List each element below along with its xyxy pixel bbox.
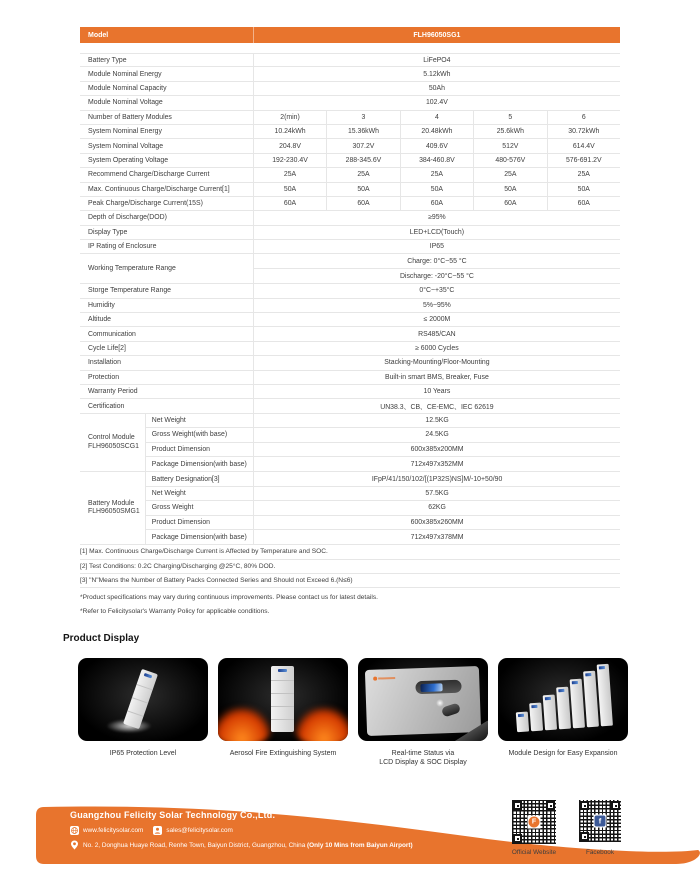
spec-value: 62KG (253, 501, 620, 514)
spec-label: Recommend Charge/Discharge Current (88, 171, 210, 179)
spec-sublabel: Gross Weight(with base) (145, 428, 253, 441)
fire-graphic (294, 707, 348, 741)
spec-row (80, 371, 620, 385)
spec-cell: 25A (253, 168, 326, 181)
spec-row (145, 457, 620, 471)
spec-value: 600x385x260MM (253, 516, 620, 529)
spec-cell: 409.6V (400, 139, 473, 152)
location-pin-icon (70, 840, 79, 850)
spec-sublabel: Package Dimension(with base) (145, 457, 253, 471)
spec-cell: 5 (473, 111, 546, 124)
module-name-line: Battery Module (88, 499, 135, 507)
felicity-logo-icon: F (528, 816, 541, 829)
footer-address-row (70, 840, 413, 850)
spec-label: Warranty Period (88, 388, 138, 396)
module-name-line: FLH96050SMG1 (88, 508, 140, 516)
spec-cell: 2(min) (253, 111, 326, 124)
spec-value: Built-in smart BMS, Breaker, Fuse (253, 371, 620, 384)
model-label: Model (88, 31, 109, 39)
spec-label: Certification (88, 402, 125, 410)
spec-row (80, 313, 620, 327)
spec-value: IP65 (253, 240, 620, 253)
disclaimer-note: *Product specifications may vary during continuous improvements. Please contact us for latest details. (80, 593, 378, 601)
spec-label: Protection (88, 373, 120, 381)
spec-cell: 4 (400, 111, 473, 124)
spec-cell: 25A (326, 168, 399, 181)
footnote: [1] Max. Continuous Charge/Discharge Current is Affected by Temperature and SOC. (80, 545, 620, 559)
brand-logo-graphic (373, 676, 395, 681)
spec-cell: 614.4V (547, 139, 620, 152)
spec-row (80, 240, 620, 254)
spec-sublabel: Net Weight (145, 414, 253, 427)
website-link[interactable] (70, 826, 143, 835)
product-photo-lcd (358, 658, 488, 741)
spec-cell: 10.24kWh (253, 125, 326, 138)
spec-row (80, 82, 620, 96)
model-value: FLH96050SG1 (253, 27, 620, 43)
spec-row (80, 385, 620, 399)
spec-row (80, 327, 620, 341)
spec-cell: 288-345.6V (326, 154, 399, 167)
spec-sublabel: Gross Weight (145, 501, 253, 514)
spec-label: Cycle Life[2] (88, 345, 126, 352)
fire-graphic (218, 707, 272, 741)
spec-cell: 50A (473, 183, 546, 196)
spec-label: Battery Type (88, 56, 127, 64)
spec-row (145, 428, 620, 442)
spec-label: Storge Temperature Range (88, 287, 171, 295)
spec-value: 712x497x378MM (253, 530, 620, 544)
spec-label: Working Temperature Range (88, 265, 176, 273)
qr-code-official-website (512, 800, 556, 844)
module-name-line: Control Module (88, 433, 135, 441)
qr-finder-pattern (546, 801, 555, 810)
spec-value: 24.5KG (253, 428, 620, 441)
spec-row (80, 211, 620, 225)
product-card-ip65 (78, 658, 208, 767)
product-card-lcd (358, 658, 488, 767)
spec-row (80, 125, 620, 139)
spec-label: Module Nominal Voltage (88, 99, 163, 107)
footnote: [3] "N"Means the Number of Battery Packs Connected Series and Should not Exceed 6.(N≤6) (80, 574, 620, 588)
spec-row (145, 443, 620, 457)
module-name (80, 472, 145, 544)
spec-label: System Operating Voltage (88, 156, 169, 164)
product-card-fire (218, 658, 348, 767)
email-link[interactable] (153, 826, 233, 835)
globe-icon (70, 826, 79, 835)
spec-value: ≥95% (253, 211, 620, 224)
product-photo-expansion (498, 658, 628, 741)
product-card-expansion (498, 658, 628, 767)
spec-row (80, 399, 620, 413)
facebook-logo-icon: f (594, 815, 607, 828)
qr-finder-pattern (580, 801, 589, 810)
spec-row (145, 516, 620, 530)
spec-row (80, 67, 620, 81)
spec-value: 102.4V (253, 96, 620, 109)
spec-row (145, 530, 620, 544)
address-highlight: (Only 10 Mins from Baiyun Airport) (307, 841, 413, 849)
spec-value: LED+LCD(Touch) (253, 226, 620, 239)
footer-links-row (70, 826, 233, 835)
module-name (80, 414, 145, 472)
spec-cell: 60A (473, 197, 546, 210)
lcd-display-graphic (415, 680, 461, 695)
module-name-line: FLH96050SCG1 (88, 442, 139, 450)
spec-cell: 204.8V (253, 139, 326, 152)
person-icon (153, 826, 162, 835)
spec-label: Communication (88, 330, 136, 338)
qr-label: Facebook (585, 849, 615, 856)
qr-label: Official Website (511, 849, 557, 856)
spec-sublabel: Battery Designation[3] (145, 472, 253, 485)
spec-value: Charge: 0°C~55 °C (254, 254, 620, 268)
spec-cell: 25.6kWh (473, 125, 546, 138)
model-header-bar (80, 27, 620, 43)
spec-label: Module Nominal Capacity (88, 84, 167, 92)
spec-value: 5.12kWh (253, 67, 620, 80)
spec-value: Discharge: -20°C~55 °C (399, 272, 474, 280)
qr-code-facebook (579, 800, 621, 842)
spec-label: IP Rating of Enclosure (88, 243, 157, 251)
disclaimer-note: *Refer to Felicitysolar's Warranty Policy for applicable conditions. (80, 608, 270, 616)
spec-value: RS485/CAN (253, 327, 620, 340)
touch-highlight-graphic (436, 699, 444, 707)
spec-cell: 15.36kWh (326, 125, 399, 138)
spec-cell: 50A (547, 183, 620, 196)
spec-cell: 576-691.2V (547, 154, 620, 167)
spec-cell: 50A (253, 183, 326, 196)
spec-value: 600x385x200MM (253, 443, 620, 456)
spec-label: Altitude (88, 316, 111, 324)
spec-label: System Nominal Voltage (88, 142, 164, 150)
spec-sublabel: Product Dimension (145, 443, 253, 456)
spec-value: 57.5KG (253, 487, 620, 500)
qr-finder-pattern (611, 801, 620, 810)
battery-tower-graphic (123, 669, 158, 729)
spec-cell: 60A (400, 197, 473, 210)
spec-cell: 30.72kWh (547, 125, 620, 138)
spec-label: Humidity (88, 301, 115, 309)
spec-row (80, 226, 620, 240)
spec-row-working-temperature (80, 254, 620, 284)
spec-cell: 25A (547, 168, 620, 181)
spec-row (145, 501, 620, 515)
spec-cell: 50A (400, 183, 473, 196)
card-caption: Aerosol Fire Extinguishing System (229, 750, 337, 757)
spec-row (80, 284, 620, 298)
module-stack-graphic (498, 658, 628, 741)
spec-label: Display Type (88, 228, 128, 236)
spec-row (80, 111, 620, 125)
spec-label: Installation (88, 359, 121, 367)
spec-row (80, 154, 620, 168)
spec-value: LiFePO4 (253, 54, 620, 66)
card-caption: Module Design for Easy Expansion (508, 750, 618, 757)
spec-row (80, 139, 620, 153)
spec-value: 5%~95% (253, 299, 620, 312)
spec-row (80, 342, 620, 356)
spec-row (80, 96, 620, 110)
spec-cell: 50A (326, 183, 399, 196)
spec-row (80, 299, 620, 313)
spec-table (80, 53, 620, 617)
spec-cell: 6 (547, 111, 620, 124)
spec-row (80, 53, 620, 67)
spec-sublabel: Package Dimension(with base) (145, 530, 253, 544)
company-name: Guangzhou Felicity Solar Technology Co.,Ltd. (70, 810, 276, 820)
card-caption: Real-time Status via LCD Display & SOC Display (379, 750, 467, 766)
spec-row (80, 356, 620, 370)
spec-row (80, 183, 620, 197)
spec-value: IFpP/41/150/102/[(1P32S)NS]M/-10+50/90 (253, 472, 620, 485)
address-text: No. 2, Donghua Huaye Road, Renhe Town, Baiyun District, Guangzhou, China (Only 10 Mins from Baiyun Airport) (83, 841, 413, 849)
device-top-graphic (365, 666, 481, 736)
spec-value: ≥ 6000 Cycles (253, 342, 620, 355)
spec-row (145, 414, 620, 428)
battery-tower-graphic (271, 666, 294, 732)
qr-finder-pattern (580, 832, 589, 841)
qr-finder-pattern (513, 834, 522, 843)
battery-module-group (80, 472, 620, 545)
spec-cell: 60A (547, 197, 620, 210)
footnote: [2] Test Conditions: 0.2C Charging/Discharging @25°C, 80% DOD. (80, 560, 620, 574)
spec-sublabel: Product Dimension (145, 516, 253, 529)
control-module-group (80, 414, 620, 473)
spec-cell: 307.2V (326, 139, 399, 152)
spec-cell: 512V (473, 139, 546, 152)
spec-value: 50Ah (253, 82, 620, 95)
spec-value: 10 Years (253, 385, 620, 398)
spec-value: 0°C~+35°C (253, 284, 620, 297)
spec-cell: 60A (326, 197, 399, 210)
spec-row (80, 168, 620, 182)
spec-section (80, 27, 620, 617)
spec-label: Max. Continuous Charge/Discharge Current[1] (88, 185, 230, 193)
product-photo-fire (218, 658, 348, 741)
spec-cell: 25A (400, 168, 473, 181)
spec-row (145, 472, 620, 486)
spec-value: 712x497x352MM (253, 457, 620, 471)
spec-value: 12.5KG (253, 414, 620, 427)
spec-cell: 60A (253, 197, 326, 210)
spec-label: System Nominal Energy (88, 128, 162, 136)
spec-cell: 384-460.8V (400, 154, 473, 167)
card-caption: IP65 Protection Level (109, 750, 177, 757)
section-title: Product Display (63, 633, 140, 644)
spec-cell: 480-576V (473, 154, 546, 167)
website-url[interactable]: www.felicitysolar.com (83, 827, 144, 834)
spec-cell: 3 (326, 111, 399, 124)
product-display-section (63, 633, 638, 767)
spec-label: Depth of Discharge(DOD) (88, 214, 167, 222)
spec-value: UN38.3、CB、CE-EMC、IEC 62619 (253, 399, 620, 412)
spec-cell: 25A (473, 168, 546, 181)
spec-cell: 20.48kWh (400, 125, 473, 138)
spec-label: Number of Battery Modules (88, 113, 172, 121)
qr-finder-pattern (513, 801, 522, 810)
spec-label: Module Nominal Energy (88, 70, 162, 78)
spec-row (80, 197, 620, 211)
spec-value: ≤ 2000M (253, 313, 620, 326)
spec-sublabel: Net Weight (145, 487, 253, 500)
email-address[interactable]: sales@felicitysolar.com (166, 827, 233, 834)
spec-row (145, 487, 620, 501)
product-photo-ip65 (78, 658, 208, 741)
spec-label: Peak Charge/Discharge Current(15S) (88, 200, 203, 208)
spec-cell: 192-230.4V (253, 154, 326, 167)
spec-value: Stacking-Mounting/Floor-Mounting (253, 356, 620, 369)
